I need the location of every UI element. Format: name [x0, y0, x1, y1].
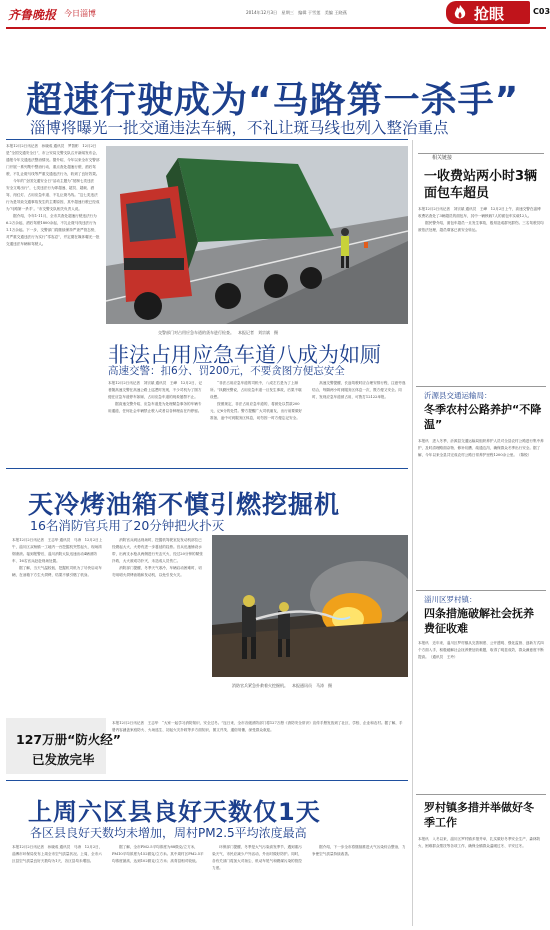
sidebar-a2-body: 本报讯 进入冬季，沂源县交通运输局组织养护人员对全县农村公路进行集中养护，及时清理路面杂物、修补坑槽、疏通边沟，确保群众冬季出行安全。据了解，今年以来全县共完成农村公路日常养护里程1200余公里。（陈锐）: [418, 439, 544, 457]
section-title: 抢眼: [474, 5, 505, 23]
lead-photo-caption: 交警部门对占用应急车道的货车进行检查。 本报记者 刘宗斌 摄: [158, 330, 278, 335]
sidebar-a1-body: 本报12月2日讯记者 刘宗斌 通讯员 王峰 12月2日上午，高速交警在淄博收费站查处了3辆超员的面包车，其中一辆核载7人的面包车实载12人。 据民警介绍，面包车超员一旦发生事故，极易造成群死群伤。三名驾驶员均被依法处理，超员乘客已被安全转运。: [418, 207, 544, 232]
sidebar-a4-rule: [416, 794, 546, 795]
sidebar-a3-title: 四条措施破解社会抚养费征收难: [424, 607, 534, 635]
article2-subhead: 高速交警：扣6分、罚200元，不要贪图方便忘安全: [108, 365, 345, 377]
paper-subtitle: 今日淄博: [64, 9, 96, 18]
promo-title-line2: 已发放完毕: [32, 752, 95, 767]
sidebar-a2-kicker: 沂源县交通运输局：: [424, 391, 492, 400]
sidebar-a4-title: 罗村镇多措并举做好冬季工作: [424, 801, 534, 829]
sidebar-a3-kicker: 淄川区罗村镇：: [424, 595, 477, 604]
sidebar-label: [418, 144, 544, 161]
sidebar-a3-box: [416, 590, 546, 591]
lead-rule: [6, 139, 408, 140]
promo-box: [6, 718, 122, 774]
article4-column-3: 环保部门提醒，冬季是大气污染高发季节，遇到重污染天气，市民应减少户外活动，外出时做好防护。同时，各有关部门将加大对扬尘、机动车尾气和燃煤污染的管控力度。: [212, 845, 302, 870]
promo-body: 本报12月2日讯记者 王志华 “大家一起学习消防知识，安全过冬。”连日来，全市各级消防部门将127万册《消防安全常识》宣传手册发放到了社区、学校、企业和农村。据了解，手册内容涵盖家庭防火、火场逃生、初起火灾扑救等多方面知识，图文并茂、通俗易懂，深受群众欢迎。: [112, 721, 403, 732]
fire-photo: [212, 535, 408, 677]
flame-icon: [452, 4, 468, 21]
article4-subhead: 各区县良好天数均未增加，周村PM2.5平均浓度最高: [30, 826, 307, 840]
article3-column-1: 本报12月2日讯记者 王志华 通讯员 马涛 12月2日上午，淄川区双杨镇一工地内一台挖掘机突然起火，现场浓烟滚滚。接到报警后，淄川消防大队迅速出动4辆消防车、16名官兵赶赴现场处置。 据了解，当天气温较低，挖掘机司机为了尽快启动车辆，在油箱下方生火烘烤，结果不慎引燃了机身。: [12, 538, 103, 577]
article2-column-2: “非法占用应急车道的司机中，八成左右是为了上厕所。”执勤民警说，占用应急车道一旦发生事故，后果不堪设想。 按照规定，非法占用应急车道的，将被处以罚款200元、记6分的处罚。警方提醒广大司机朋友，出行前要做好准备，途中可到服务区休息，切勿因一时方便忘记安全。: [210, 381, 303, 420]
article2-column-3: 高速交警提醒，长途驾驶时应合理安排行程，注意劳逸结合，每隔两小时到服务区休息一次，既方便又安全。同时，发现应急车道被占用，可拨打12122举报。: [312, 381, 406, 399]
page-number: C03: [533, 7, 550, 16]
promo-title-line1: 127万册“防火经”: [16, 732, 122, 747]
article2-headline: 非法占用应急车道八成为如厕: [108, 343, 381, 367]
article4-column-2: 据了解，全市PM2.5平均浓度为88微克/立方米，PM10平均浓度为152微克/立方米。其中周村区PM2.5平均浓度最高，达到102微克/立方米；高青县相对较低。: [112, 845, 204, 863]
article3-subhead: 16名消防官兵用了20分钟把火扑灭: [30, 518, 225, 533]
lead-subhead: 淄博将曝光一批交通违法车辆，不礼让斑马线也列入整治重点: [30, 119, 449, 137]
paper-logo: 齐鲁晚报: [8, 8, 57, 22]
section-badge: [446, 1, 530, 24]
lead-body-column: 本报12月2日讯记者 孙晓成 通讯员 罗智彬 12月2日是“全国交通安全日”，市公安局交警支队召开新闻发布会，通报今年交通违法整治情况。据介绍，今年以来全市交警部门开展一系列集中整治行动，重点查处超速行驶、酒后驾驶、不礼让斑马线等严重交通违法行为，收到了良好效果。 今年的“全国交通安全日”活动主题为“抵制七类违法 安全文明出行”，七类违法行为即超速、超员、超载、酒驾、闯红灯、占用应急车道、不礼让斑马线。“这七类违法行为是导致交通事故发生的主要原因，其中超速行驶已经成为‘马路第一杀手’。”市交警支队相关负责人说。 据介绍，今年1-11月，全市共查处超速行驶违法行为6.2万余起，酒后驾驶1800余起，不礼让斑马线违法行为1.1万余起。下一步，交警部门将继续保持严查严管态势，对严重交通违法行为实行“零容忍”，并定期在媒体曝光一批交通违法车辆和驾驶人。: [6, 144, 100, 246]
article4-headline: 上周六区县良好天数仅1天: [28, 798, 321, 826]
article3-column-2: 消防官兵到达现场时，挖掘机驾驶室及发动机部位已经燃起大火，火势有进一步蔓延的趋势。官兵迅速铺设水带，出两支水枪从两侧进行夹击灭火，经过20分钟的紧张扑救，大火被成功扑灭，未造成人员伤亡。 消防部门提醒，冬季天气寒冷，车辆启动困难时，切勿用明火烘烤油箱和发动机，以免引发火灾。: [112, 538, 203, 577]
article4-column-1: 本报12月2日讯记者 孙晓成 通讯员 马涛 12月2日，淄博市环保局发布上周全市空气质量状况。上周，全市六区县空气质量良好天数均为1天，各区县均未增加。: [12, 845, 103, 863]
article3-rule: [6, 468, 408, 469]
sidebar-a3-body: 本报讯 近年来，淄川区罗村镇从完善制度、公开透明、强化监督、创新方式四个方面入手，积极破解社会抚养费征收难题，取得了明显成效，群众满意度不断提高。（通讯员 王玲）: [418, 641, 544, 659]
article4-rule: [6, 780, 408, 781]
sidebar-a1-title: 一收费站两小时3辆面包车超员: [424, 169, 538, 201]
sidebar-a4-body: 本报讯 入冬以来，淄川区罗村镇多措并举，扎实做好冬季安全生产、森林防火、困难群众帮扶等各项工作，确保全镇群众温暖过冬、平安过冬。: [418, 837, 541, 848]
fire-photo-caption: 消防官兵紧急扑救着火挖掘机。 本报通讯员 马涛 摄: [232, 683, 332, 688]
sidebar-divider: [412, 140, 413, 926]
sidebar-label-text: 相关链接: [432, 155, 453, 161]
date-line: 2014年12月3日 星期三 编辑 于雪莲 美编 王晓燕: [246, 10, 347, 15]
article4-column-4: 据介绍，下一步全市将继续推进大气污染综合整治，力争使空气质量持续改善。: [312, 845, 406, 856]
masthead-rule: [6, 27, 546, 29]
masthead: [0, 0, 550, 28]
lead-photo: [106, 146, 408, 324]
lead-headline: 超速行驶成为“马路第一杀手”: [26, 80, 520, 121]
sidebar-a2-title: 冬季农村公路养护“不降温”: [424, 403, 542, 431]
article3-headline: 天冷烤油箱不慎引燃挖掘机: [28, 490, 341, 519]
article2-column-1: 本报12月2日讯记者 刘宗斌 通讯员 王峰 12月2日，记者随高速交警在高速公路上巡逻时发现，不少司机为了图方便在应急车道停车如厕，占用应急车道的现象屡禁不止。 据高速交警介绍，应急车道是为处理紧急事务的车辆专用通道，任何社会车辆禁止驶入或者以各种理由在内停留。: [108, 381, 202, 413]
